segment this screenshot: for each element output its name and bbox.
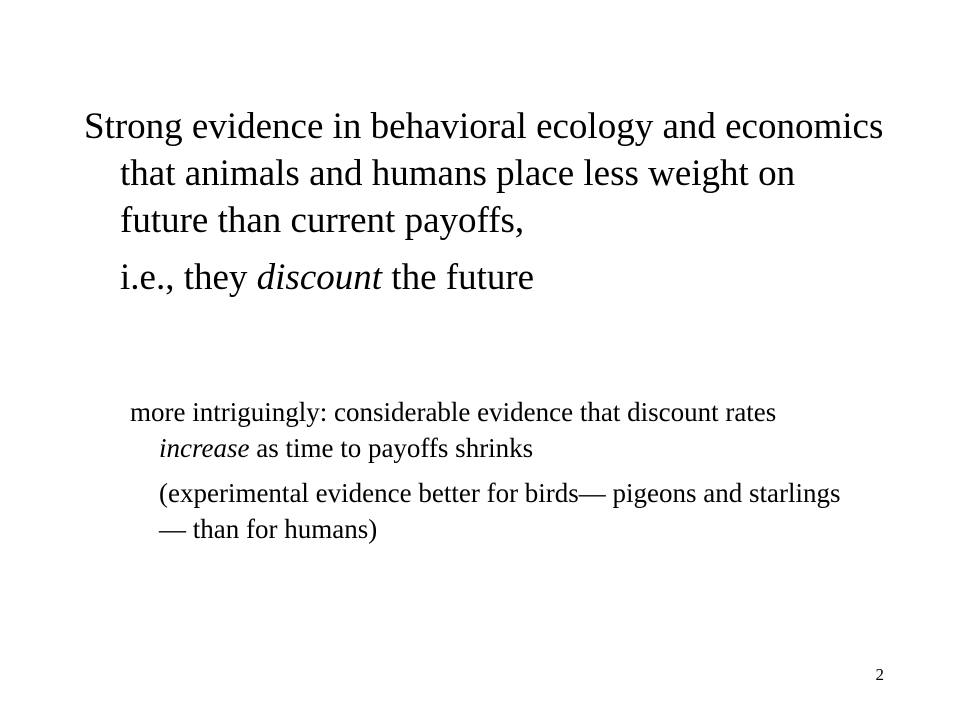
main-paragraph-text: Strong evidence in behavioral ecology and economics that animals and humans place less weight on future than current payoffs, — [84, 106, 884, 241]
main-conclusion-suffix: the future — [382, 256, 535, 298]
main-conclusion-prefix: i.e., they — [120, 256, 257, 298]
main-conclusion — [84, 255, 884, 302]
main-paragraph — [84, 104, 884, 245]
main-text-block — [84, 104, 884, 302]
sub-paragraph-2-text: (experimental evidence better for birds— pigeons and starlings— than for humans) — [159, 478, 841, 544]
main-conclusion-emphasis: discount — [256, 256, 383, 298]
sub-paragraph-1-suffix: as time to payoffs shrinks — [249, 432, 534, 463]
sub-paragraph-2 — [130, 476, 850, 547]
sub-paragraph-1-emphasis: increase — [159, 432, 250, 463]
sub-paragraph-1-prefix: more intriguingly: considerable evidence that discount rates — [130, 397, 777, 427]
sub-paragraph-1 — [130, 395, 850, 466]
page-number: 2 — [875, 665, 884, 684]
sub-text-block — [130, 395, 850, 548]
